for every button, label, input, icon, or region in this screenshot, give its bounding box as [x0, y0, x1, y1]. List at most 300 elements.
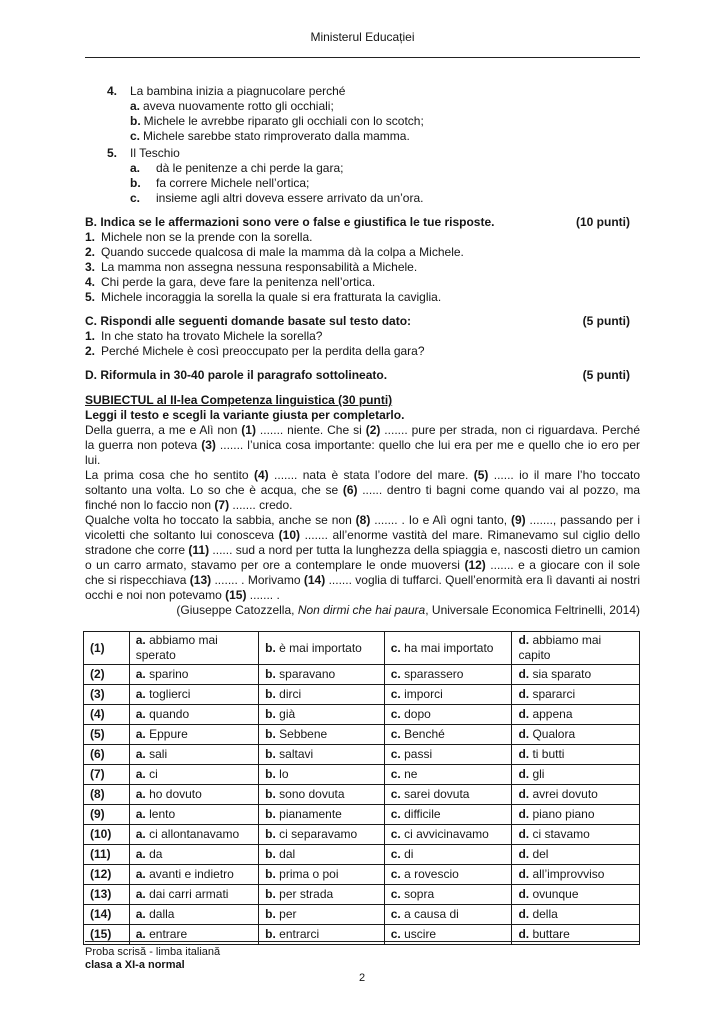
answer-option-cell	[259, 765, 385, 785]
answer-option-cell	[512, 905, 640, 925]
text-segment: (5)	[473, 468, 489, 482]
option-text: ci avvicinavamo	[400, 827, 489, 841]
answer-option-cell	[259, 665, 385, 685]
answer-option-cell	[512, 865, 640, 885]
option-letter: a.	[135, 727, 146, 741]
option-letter: a.	[135, 687, 146, 701]
text-segment: Qualche volta ho toccato la sabbia, anche se non	[85, 513, 356, 527]
answer-option-cell	[129, 685, 258, 705]
text-segment: ....... l’unica cosa importante: quello che lui era per me e quello che io ero per lui.	[85, 438, 640, 467]
item-text: La mamma non assegna nessuna responsabilità a Michele.	[101, 260, 418, 274]
row-number-cell: (11)	[84, 845, 130, 865]
option-text: ti butti	[529, 747, 565, 761]
header-divider	[85, 57, 640, 58]
cloze-paragraph-2	[85, 468, 640, 513]
answer-option-cell	[259, 805, 385, 825]
option-text: sali	[145, 747, 168, 761]
text-segment: Della guerra, a me e Alì non	[85, 423, 242, 437]
answer-option-cell	[259, 725, 385, 745]
text-segment: (14)	[303, 573, 326, 587]
text-segment: (2)	[365, 423, 381, 437]
option-text: già	[275, 707, 296, 721]
section-b-heading	[85, 215, 640, 230]
table-row	[84, 745, 640, 765]
row-number-cell: (8)	[84, 785, 130, 805]
source-attribution	[85, 603, 640, 618]
option-text: sopra	[400, 887, 435, 901]
text-segment: ....... nata è stata l’odore del mare.	[268, 468, 474, 482]
text-segment: , Universale Economica Feltrinelli, 2014)	[425, 603, 640, 617]
option-letter: c.	[390, 867, 401, 881]
item-number: 2.	[85, 245, 96, 259]
option-letter: b.	[265, 747, 276, 761]
option-text: passi	[400, 747, 433, 761]
row-number-cell: (1)	[84, 632, 130, 665]
option-text: dalla	[145, 907, 175, 921]
option-text: imporci	[400, 687, 443, 701]
option-letter: c.	[390, 787, 401, 801]
option-letter: a.	[135, 887, 146, 901]
row-number-cell: (12)	[84, 865, 130, 885]
option-text: dirci	[275, 687, 302, 701]
option-text: lento	[145, 807, 176, 821]
answer-option-cell	[512, 632, 640, 665]
section-c-items	[85, 329, 640, 359]
answer-option-cell	[512, 745, 640, 765]
option-letter: c.	[390, 807, 401, 821]
option-text: sparino	[145, 667, 189, 681]
option-text: del	[529, 847, 549, 861]
text-segment: ....... niente. Che si	[255, 423, 366, 437]
answer-option-cell	[129, 805, 258, 825]
option-text: a causa di	[400, 907, 459, 921]
option-text: sparavano	[275, 667, 336, 681]
answer-option-cell	[512, 805, 640, 825]
item-number: 2.	[85, 344, 96, 358]
option-text: sparassero	[400, 667, 464, 681]
option-letter: b.	[265, 640, 276, 655]
answer-option-cell	[129, 845, 258, 865]
text-segment: (Giuseppe Catozzella,	[176, 603, 298, 617]
option-letter: a.	[135, 867, 146, 881]
answer-option-cell	[512, 785, 640, 805]
row-number-cell: (5)	[84, 725, 130, 745]
item-number: 3.	[85, 260, 96, 274]
answer-option	[130, 191, 640, 206]
option-text: all’improvviso	[529, 867, 605, 881]
text-segment: (7)	[214, 498, 230, 512]
option-letter: b.	[265, 827, 276, 841]
row-number-cell: (9)	[84, 805, 130, 825]
option-text: sarei dovuta	[400, 787, 470, 801]
answer-option-cell	[512, 825, 640, 845]
option-text: entrare	[145, 927, 188, 941]
option-letter: b.	[265, 927, 276, 941]
option-letter: d.	[518, 927, 530, 941]
text-segment: (10)	[278, 528, 300, 542]
text-segment: (1)	[241, 423, 256, 437]
option-letter: a.	[135, 907, 146, 921]
row-number-cell: (2)	[84, 665, 130, 685]
item-number: 1.	[85, 329, 96, 343]
table-row	[84, 845, 640, 865]
answer-option-cell	[129, 705, 258, 725]
option-text: Benché	[400, 727, 445, 741]
text-segment: ....... e a giocare con il sole che si rispecchiava	[85, 558, 640, 587]
option-letter: c.	[390, 687, 401, 701]
row-number-cell: (7)	[84, 765, 130, 785]
text-segment: Non dirmi che hai paura	[297, 603, 426, 617]
answer-option	[130, 99, 640, 114]
text-segment: (13)	[189, 573, 212, 587]
ministry-header: Ministerul Educației	[310, 30, 415, 44]
answer-options-table	[83, 631, 640, 945]
text-segment: (12)	[464, 558, 486, 572]
option-letter: b.	[265, 707, 276, 721]
option-letter: c.	[390, 667, 401, 681]
option-text: buttare	[529, 927, 570, 941]
list-item	[85, 329, 640, 344]
answer-option-cell	[259, 745, 385, 765]
table-row	[84, 685, 640, 705]
option-text: sono dovuta	[275, 787, 345, 801]
text-segment: La prima cosa che ho sentito	[85, 468, 254, 482]
answer-option-cell	[129, 905, 258, 925]
item-text: Michele incoraggia la sorella la quale si era fratturata la caviglia.	[101, 290, 442, 304]
options-table-body	[84, 632, 640, 945]
option-letter: c.	[130, 191, 141, 205]
option-text: quando	[145, 707, 190, 721]
answer-option-cell	[384, 885, 512, 905]
answer-option-cell	[512, 705, 640, 725]
option-text: fa correre Michele nell’ortica;	[156, 176, 310, 190]
option-letter: b.	[265, 807, 276, 821]
option-text: gli	[529, 767, 545, 781]
answer-option-cell	[384, 825, 512, 845]
option-letter: b.	[130, 114, 141, 128]
item-number: 1.	[85, 230, 96, 244]
option-letter: b.	[265, 727, 276, 741]
option-text: abbiamo mai sperato	[135, 633, 218, 662]
option-text: della	[529, 907, 558, 921]
subject-2-instruction: Leggi il testo e scegli la variante giusta per completarlo.	[85, 408, 405, 422]
row-number-cell: (4)	[84, 705, 130, 725]
question-4-options	[130, 99, 640, 144]
text-segment: ....... . Io e Alì ogni tanto,	[370, 513, 511, 527]
answer-option-cell	[259, 685, 385, 705]
question-4	[85, 84, 640, 144]
answer-option-cell	[129, 765, 258, 785]
answer-option-cell	[259, 865, 385, 885]
option-letter: d.	[518, 887, 530, 901]
option-letter: c.	[390, 707, 401, 721]
text-segment: (8)	[355, 513, 371, 527]
option-letter: c.	[390, 907, 401, 921]
section-c-heading	[85, 314, 640, 329]
question-text: Il Teschio	[130, 146, 180, 160]
section-d-title: D. Riformula in 30-40 parole il paragrafo sottolineato.	[85, 368, 388, 382]
answer-option-cell	[512, 845, 640, 865]
answer-option-cell	[259, 885, 385, 905]
option-letter: a.	[135, 767, 146, 781]
item-text: In che stato ha trovato Michele la sorella?	[101, 329, 323, 343]
option-text: ha mai importato	[400, 640, 494, 655]
table-row	[84, 865, 640, 885]
option-letter: b.	[265, 867, 276, 881]
option-text: avanti e indietro	[145, 867, 234, 881]
option-text: Eppure	[145, 727, 188, 741]
row-number-cell: (3)	[84, 685, 130, 705]
option-letter: a.	[130, 99, 141, 113]
option-text: Michele le avrebbe riparato gli occhiali con lo scotch;	[143, 114, 424, 128]
option-text: difficile	[400, 807, 441, 821]
section-d-points: (5 punti)	[582, 368, 630, 382]
option-letter: c.	[390, 887, 401, 901]
option-text: toglierci	[145, 687, 191, 701]
option-letter: d.	[518, 807, 530, 821]
option-text: sia sparato	[529, 667, 592, 681]
option-text: ci separavamo	[275, 827, 358, 841]
table-row	[84, 825, 640, 845]
answer-option-cell	[384, 845, 512, 865]
option-letter: d.	[518, 867, 530, 881]
option-text: piano piano	[529, 807, 595, 821]
answer-option-cell	[259, 825, 385, 845]
table-row	[84, 765, 640, 785]
answer-option-cell	[384, 725, 512, 745]
option-letter: b.	[265, 907, 276, 921]
option-letter: d.	[518, 747, 530, 761]
option-letter: d.	[518, 727, 530, 741]
option-letter: a.	[135, 667, 146, 681]
question-number: 4.	[107, 84, 118, 98]
table-row	[84, 785, 640, 805]
option-text: avrei dovuto	[529, 787, 598, 801]
option-text: pianamente	[275, 807, 342, 821]
option-letter: a.	[135, 787, 146, 801]
option-letter: b.	[265, 847, 276, 861]
text-segment: ...... sud a nord per tutta la lunghezza della spiaggia e, nascosti dietro un camion o un carro armato, stavamo per ore a contemplare le onde muoversi	[85, 543, 641, 572]
answer-option-cell	[129, 632, 258, 665]
answer-option	[130, 176, 640, 191]
answer-option-cell	[384, 865, 512, 885]
text-segment: ....... credo.	[229, 498, 293, 512]
section-b-title: B. Indica se le affermazioni sono vere o false e giustifica le tue risposte.	[85, 215, 495, 229]
answer-option-cell	[512, 885, 640, 905]
text-segment: (9)	[510, 513, 526, 527]
page-footer	[85, 941, 640, 972]
footer-class-name: clasa a XI-a normal	[85, 959, 185, 971]
option-text: per	[275, 907, 297, 921]
option-text: abbiamo mai capito	[518, 633, 602, 662]
text-segment: ....... .	[246, 588, 280, 602]
row-number-cell: (10)	[84, 825, 130, 845]
option-text: saltavi	[275, 747, 314, 761]
option-letter: c.	[130, 129, 141, 143]
option-letter: b.	[265, 667, 276, 681]
list-item	[85, 230, 640, 245]
answer-option	[130, 114, 640, 129]
list-item	[85, 275, 640, 290]
option-letter: d.	[518, 907, 530, 921]
question-number: 5.	[107, 146, 118, 160]
answer-option-cell	[384, 705, 512, 725]
answer-option-cell	[384, 905, 512, 925]
option-letter: d.	[518, 633, 530, 647]
option-text: dà le penitenze a chi perde la gara;	[156, 161, 344, 175]
option-letter: b.	[265, 767, 276, 781]
option-text: è mai importato	[275, 640, 362, 655]
option-letter: a.	[135, 633, 146, 647]
answer-option-cell	[384, 632, 512, 665]
option-letter: a.	[135, 807, 146, 821]
answer-option-cell	[512, 725, 640, 745]
option-text: Michele sarebbe stato rimproverato dalla mamma.	[143, 129, 410, 143]
option-letter: d.	[518, 827, 530, 841]
text-segment: ......., passando per i vicoletti che soltanto lui conosceva	[85, 513, 641, 542]
option-text: a rovescio	[400, 867, 459, 881]
option-text: ne	[400, 767, 418, 781]
option-letter: c.	[390, 640, 401, 655]
answer-option	[130, 129, 640, 144]
option-letter: a.	[135, 827, 146, 841]
question-text: La bambina inizia a piagnucolare perché	[130, 84, 346, 98]
question-5-options	[130, 161, 640, 206]
option-text: ci allontanavamo	[145, 827, 240, 841]
option-letter: a.	[135, 927, 146, 941]
text-segment: (15)	[225, 588, 247, 602]
table-row	[84, 885, 640, 905]
row-number-cell: (13)	[84, 885, 130, 905]
answer-option-cell	[259, 905, 385, 925]
answer-option-cell	[129, 825, 258, 845]
list-item	[85, 260, 640, 275]
subject-2-heading: SUBIECTUL al II-lea Competenza linguistica (30 punti)	[85, 393, 393, 407]
item-text: Chi perde la gara, deve fare la penitenza nell’ortica.	[101, 275, 376, 289]
option-letter: d.	[518, 687, 530, 701]
option-text: da	[145, 847, 163, 861]
option-letter: c.	[390, 747, 401, 761]
table-row	[84, 632, 640, 665]
answer-option-cell	[384, 685, 512, 705]
answer-option-cell	[384, 805, 512, 825]
option-letter: c.	[390, 727, 401, 741]
list-item	[85, 290, 640, 305]
option-text: entrarci	[275, 927, 320, 941]
section-d-heading	[85, 368, 640, 383]
table-row	[84, 725, 640, 745]
list-item	[85, 245, 640, 260]
option-text: appena	[529, 707, 573, 721]
table-row	[84, 705, 640, 725]
question-5	[85, 146, 640, 206]
text-segment: (11)	[188, 543, 210, 557]
option-letter: a.	[135, 847, 146, 861]
option-letter: b.	[265, 887, 276, 901]
option-letter: a.	[135, 707, 146, 721]
option-letter: c.	[390, 847, 401, 861]
answer-option-cell	[512, 685, 640, 705]
text-segment: ....... all’enorme vastità del mare. Rimanevamo sul ciglio dello stradone che corre	[85, 528, 640, 557]
option-letter: c.	[390, 767, 401, 781]
option-text: per strada	[275, 887, 334, 901]
page-number: 2	[358, 972, 366, 984]
answer-option-cell	[384, 745, 512, 765]
row-number-cell: (14)	[84, 905, 130, 925]
answer-option	[130, 161, 640, 176]
answer-option-cell	[384, 665, 512, 685]
option-letter: b.	[265, 787, 276, 801]
text-segment: ...... dentro ti bagni come quando vai al pozzo, ma finché non lo faccio non	[85, 483, 641, 512]
section-b-points: (10 punti)	[576, 215, 630, 229]
option-text: Qualora	[529, 727, 576, 741]
answer-option-cell	[259, 705, 385, 725]
option-text: ci stavamo	[529, 827, 590, 841]
item-text: Quando succede qualcosa di male la mamma dà la colpa a Michele.	[101, 245, 464, 259]
option-letter: b.	[265, 687, 276, 701]
option-letter: c.	[390, 827, 401, 841]
option-letter: d.	[518, 667, 530, 681]
text-segment: ....... pure per strada, non ci riguardava. Perché la guerra non poteva	[85, 423, 640, 452]
table-row	[84, 665, 640, 685]
answer-option-cell	[512, 665, 640, 685]
answer-option-cell	[259, 845, 385, 865]
option-text: lo	[275, 767, 289, 781]
item-text: Michele non se la prende con la sorella.	[101, 230, 313, 244]
text-segment: (4)	[253, 468, 269, 482]
option-letter: d.	[518, 767, 530, 781]
option-text: uscire	[400, 927, 437, 941]
answer-option-cell	[129, 665, 258, 685]
option-text: prima o poi	[275, 867, 339, 881]
text-segment: ....... voglia di tuffarci. Quell’enormità era lì davanti ai nostri occhi e noi non potevamo	[85, 573, 641, 602]
option-text: spararci	[529, 687, 576, 701]
cloze-paragraph-1	[85, 423, 640, 468]
answer-option-cell	[129, 745, 258, 765]
option-text: dai carri armati	[145, 887, 229, 901]
answer-option-cell	[512, 765, 640, 785]
row-number-cell: (15)	[84, 925, 130, 945]
text-segment: ...... io il mare l’ho toccato soltanto una volta. Lo so che è acqua, che se	[85, 468, 640, 497]
answer-option-cell	[129, 865, 258, 885]
option-text: insieme agli altri doveva essere arrivato da un’ora.	[156, 191, 424, 205]
row-number-cell: (6)	[84, 745, 130, 765]
footer-exam-name: Proba scrisă - limba italiană	[85, 946, 221, 958]
section-b-items	[85, 230, 640, 305]
answer-option-cell	[259, 785, 385, 805]
text-segment: (3)	[201, 438, 216, 452]
cloze-paragraph-3	[85, 513, 640, 603]
option-text: ovunque	[529, 887, 579, 901]
answer-option-cell	[384, 765, 512, 785]
answer-option-cell	[129, 725, 258, 745]
option-letter: b.	[130, 176, 141, 190]
item-number: 4.	[85, 275, 96, 289]
option-text: dopo	[400, 707, 431, 721]
option-letter: c.	[390, 927, 401, 941]
answer-option-cell	[384, 785, 512, 805]
option-letter: a.	[130, 161, 141, 175]
item-number: 5.	[85, 290, 96, 304]
text-segment: (6)	[342, 483, 358, 497]
answer-option-cell	[129, 885, 258, 905]
answer-option-cell	[129, 785, 258, 805]
option-letter: d.	[518, 707, 530, 721]
option-text: aveva nuovamente rotto gli occhiali;	[143, 99, 334, 113]
section-c-points: (5 punti)	[582, 314, 630, 328]
section-c-title: C. Rispondi alle seguenti domande basate sul testo dato:	[85, 314, 412, 328]
answer-option-cell	[259, 632, 385, 665]
